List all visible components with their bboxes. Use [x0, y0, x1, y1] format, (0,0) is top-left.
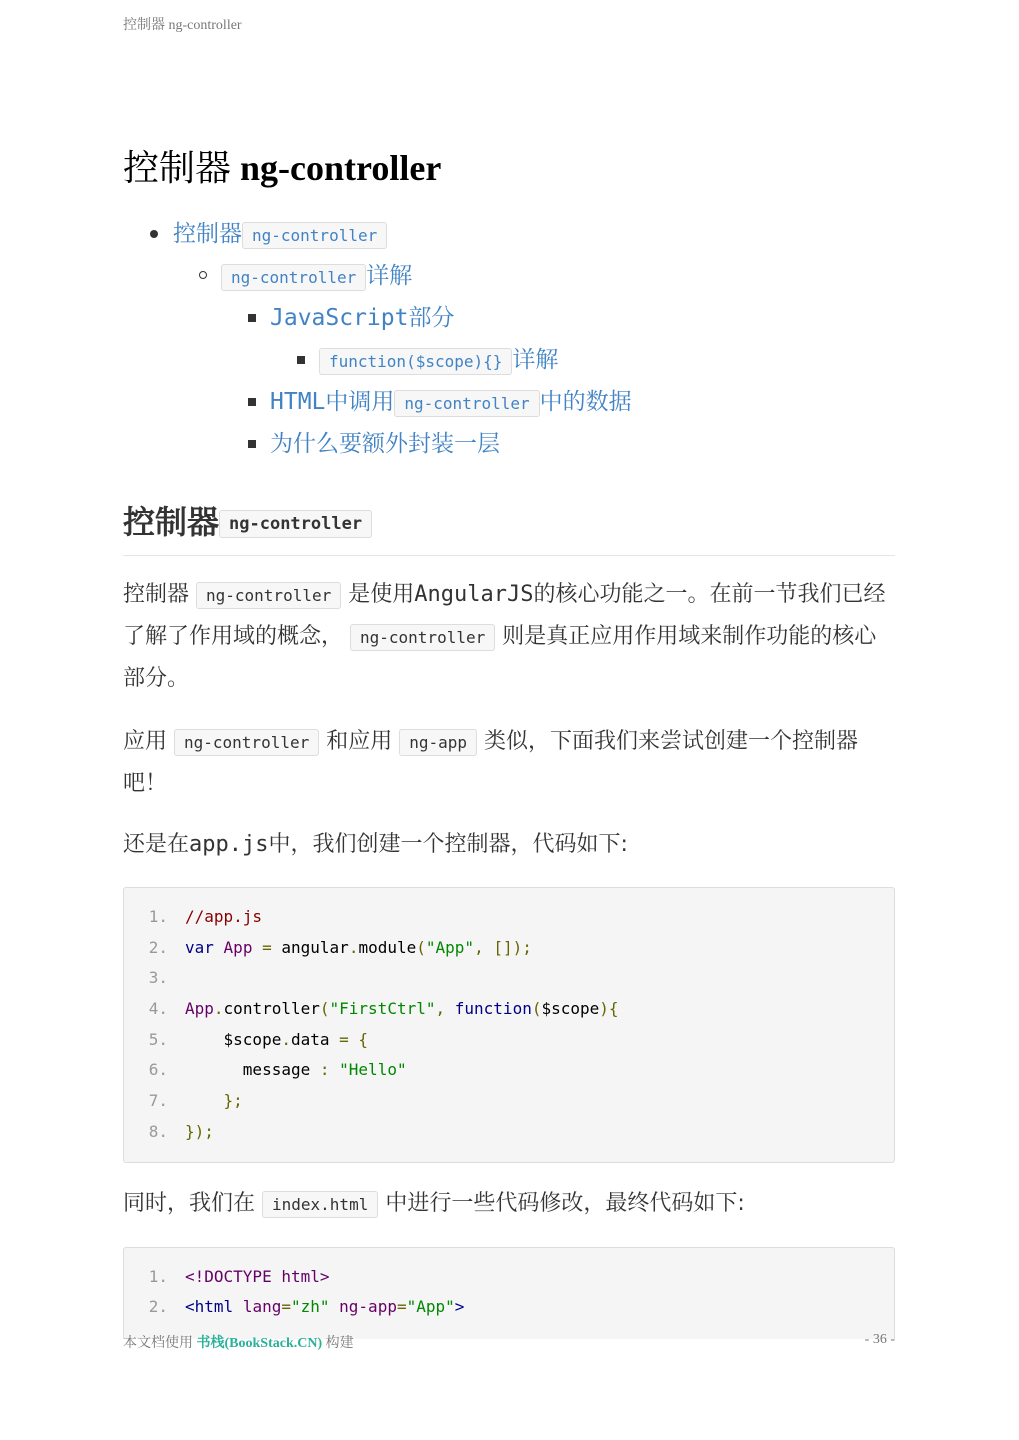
text: 则是真正应用作用域来制作功能的核心部分。 [123, 624, 877, 691]
toc-link-html[interactable] [270, 389, 632, 415]
line-number: 4. [148, 999, 168, 1019]
text: 类似，下面我们来尝试创建一个控制器吧！ [123, 729, 859, 796]
code-token: $scope [541, 999, 600, 1019]
text: 中，我们创建一个控制器，代码如下: [268, 832, 628, 857]
square-bullet-icon [297, 356, 305, 364]
code-line [124, 1292, 894, 1323]
page-title [123, 140, 895, 191]
code-token: = [281, 1297, 291, 1317]
text: 控制器 [123, 582, 196, 607]
toc-link-function[interactable] [319, 347, 558, 373]
section-heading-code: ng-controller [219, 510, 372, 538]
inline-code: ng-app [399, 729, 477, 756]
code-token: angular [281, 937, 349, 957]
code-line [124, 1025, 894, 1056]
line-number: 5. [148, 1029, 168, 1049]
code-token: }); [185, 1121, 214, 1141]
text: 还是在 [123, 832, 190, 857]
code-token: , []); [474, 937, 532, 957]
inline-code: ng-controller [196, 582, 341, 609]
code-token: }; [223, 1091, 243, 1111]
text: 的核心功能之一。在前一节我们已经了解了作用域的概念， [123, 582, 886, 649]
inline-code: ng-controller [350, 624, 495, 651]
code-token: <!DOCTYPE html> [185, 1266, 330, 1286]
toc-item-javascript [123, 297, 895, 339]
code-line [124, 933, 894, 964]
toc-link-mono: HTML [270, 389, 326, 415]
page-number: - 36 - [864, 1332, 895, 1347]
toc-item-why-wrap [123, 423, 895, 465]
line-number: 1. [148, 1266, 168, 1286]
toc-link-detail[interactable] [221, 263, 412, 289]
code-token: var [185, 937, 214, 957]
toc-item-controller [123, 213, 895, 255]
code-token: App [185, 999, 214, 1019]
page-title-en: ng-controller [240, 148, 442, 188]
code-line [124, 1086, 894, 1117]
code-token: ( [319, 999, 330, 1019]
paragraph-intro [123, 574, 895, 699]
toc-link-mono: JavaScript [270, 305, 409, 331]
toc-link-text: 为什么要额外封装一层 [270, 431, 500, 457]
toc-link-text: 控制器 [173, 221, 242, 247]
toc-item-function [123, 339, 895, 381]
table-of-contents [123, 213, 895, 465]
footer-credit [123, 1332, 354, 1352]
code-token: = [262, 937, 272, 957]
code-token: "FirstCtrl" [329, 999, 436, 1019]
toc-link-text: 中的数据 [539, 389, 632, 415]
toc-link-text: 详解 [366, 263, 413, 289]
code-line [124, 994, 894, 1025]
text: 是使用 [341, 582, 415, 607]
footer-text: 本文档使用 [123, 1336, 197, 1351]
code-token: { [358, 1029, 369, 1049]
code-line [124, 1117, 894, 1148]
text: 和应用 [319, 729, 400, 754]
mono-text: AngularJS [414, 582, 534, 607]
text: 应用 [123, 729, 174, 754]
paragraph-apply [123, 721, 895, 804]
toc-link-text: 详解 [512, 347, 559, 373]
code-token: , [435, 999, 446, 1019]
code-token: module [358, 937, 417, 957]
code-token: . [281, 1029, 291, 1049]
circle-bullet-icon [199, 271, 207, 279]
code-token: lang [242, 1297, 282, 1317]
code-token: App [223, 937, 253, 957]
toc-link-controller[interactable] [173, 221, 387, 247]
code-token: $scope [223, 1029, 282, 1049]
code-token: ( [416, 937, 426, 957]
code-line [124, 1055, 894, 1086]
code-line [124, 1262, 894, 1293]
square-bullet-icon [248, 314, 256, 322]
toc-link-text: 中调用 [325, 389, 395, 415]
code-line [124, 902, 894, 933]
code-token: ( [531, 999, 542, 1019]
text: 中进行一些代码修改，最终代码如下: [378, 1190, 745, 1216]
line-number: 6. [148, 1060, 168, 1080]
code-token: . [213, 999, 224, 1019]
code-token: "Hello" [339, 1060, 407, 1080]
code-block-index [123, 1247, 895, 1339]
code-token: message [242, 1060, 311, 1080]
disc-bullet-icon [150, 230, 158, 238]
inline-code: ng-controller [174, 729, 319, 756]
section-heading [123, 497, 895, 556]
section-heading-text: 控制器 [123, 503, 220, 541]
code-token: ){ [599, 999, 619, 1019]
code-token: <html [185, 1297, 234, 1317]
paragraph-index [123, 1183, 895, 1225]
document-body [123, 140, 895, 1339]
code-token: . [348, 937, 359, 957]
toc-link-why-wrap[interactable] [270, 431, 500, 457]
footer-text: 构建 [322, 1336, 354, 1351]
code-token: ng-app [339, 1297, 397, 1317]
mono-text: app.js [189, 832, 269, 857]
line-number: 2. [148, 1297, 168, 1317]
line-number: 3. [148, 968, 168, 988]
toc-item-detail [123, 255, 895, 297]
line-number: 1. [148, 907, 168, 926]
inline-code: index.html [262, 1191, 378, 1218]
code-token: "App" [406, 1297, 455, 1317]
code-token: = [396, 1297, 407, 1317]
code-line [124, 963, 894, 994]
code-token: "zh" [290, 1297, 330, 1317]
code-token: data [290, 1029, 330, 1049]
toc-link-code: ng-controller [242, 222, 387, 249]
code-token: = [339, 1029, 349, 1049]
text: 同时，我们在 [123, 1190, 262, 1216]
line-number: 2. [148, 937, 168, 957]
page-title-zh: 控制器 [123, 148, 232, 188]
toc-item-html [123, 381, 895, 423]
toc-link-code: function($scope){} [319, 348, 512, 375]
line-number: 8. [148, 1121, 168, 1141]
paragraph-appjs [123, 824, 895, 865]
code-token: //app.js [185, 907, 263, 926]
code-token: > [454, 1297, 465, 1317]
square-bullet-icon [248, 440, 256, 448]
footer-brand-link[interactable]: 书栈(BookStack.CN) [196, 1336, 323, 1351]
toc-link-code: ng-controller [394, 390, 539, 417]
running-header: 控制器 ng-controller [123, 18, 242, 33]
code-token: function [454, 999, 532, 1019]
code-token: "App" [425, 937, 475, 957]
square-bullet-icon [248, 398, 256, 406]
code-token: controller [223, 999, 320, 1019]
code-token: : [319, 1060, 330, 1080]
toc-link-code: ng-controller [221, 264, 366, 291]
code-block-appjs [123, 887, 895, 1163]
toc-link-text: 部分 [408, 305, 455, 331]
toc-link-javascript[interactable] [270, 305, 454, 331]
line-number: 7. [148, 1091, 168, 1111]
